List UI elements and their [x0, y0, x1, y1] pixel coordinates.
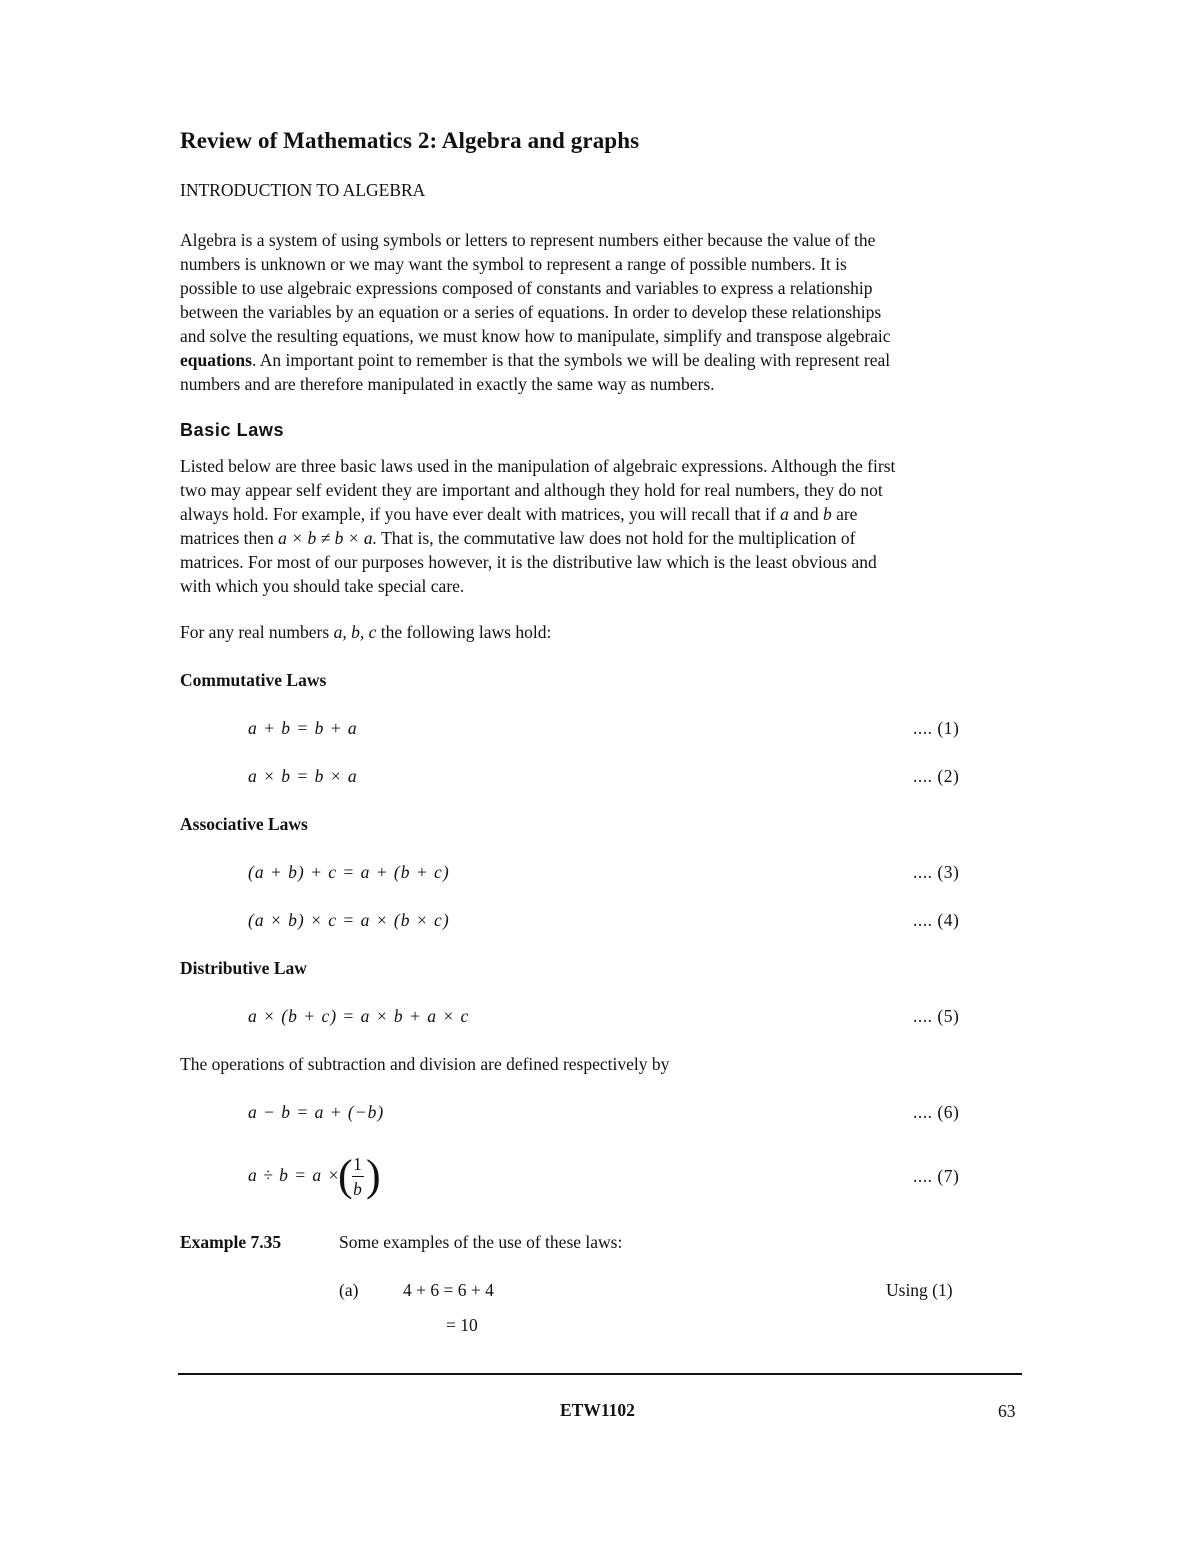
- equation-number-5: .... (5): [913, 1006, 960, 1026]
- variable-a: a: [780, 504, 789, 524]
- paragraph-line: possible to use algebraic expressions composed of constants and variables to express a relationship: [180, 278, 873, 298]
- equation-number-2: .... (2): [913, 766, 960, 786]
- equation-1: a + b = b + a: [248, 718, 358, 738]
- page-title: Review of Mathematics 2: Algebra and graphs: [180, 128, 640, 153]
- example-a-label: (a): [339, 1280, 359, 1300]
- for-any-statement: [180, 622, 551, 643]
- example-a-result: = 10: [446, 1315, 478, 1335]
- paragraph-line: [180, 502, 1030, 526]
- paragraph-line: and solve the resulting equations, we must know how to manipulate, simplify and transpose algebraic: [180, 326, 891, 346]
- operations-statement: The operations of subtraction and division are defined respectively by: [180, 1054, 670, 1074]
- example-a-note: Using (1): [886, 1280, 953, 1300]
- paragraph-line: [180, 348, 1030, 372]
- example-text: Some examples of the use of these laws:: [339, 1232, 623, 1252]
- example-a-expression: 4 + 6 = 6 + 4: [403, 1280, 494, 1300]
- equation-6: a − b = a + (−b): [248, 1102, 385, 1122]
- subheading-associative-laws: Associative Laws: [180, 814, 308, 834]
- basic-laws-paragraph: [180, 454, 1030, 598]
- equation-number-1: .... (1): [913, 718, 960, 738]
- equation-5: a × (b + c) = a × b + a × c: [248, 1006, 470, 1026]
- paragraph-text: That is, the commutative law does not hold for the multiplication of: [377, 528, 856, 548]
- right-parenthesis: ): [366, 1151, 382, 1200]
- fraction-bar: [352, 1176, 364, 1177]
- paragraph-text: the following laws hold:: [376, 622, 552, 642]
- equation-number-3: .... (3): [913, 862, 960, 882]
- equation-3: (a + b) + c = a + (b + c): [248, 862, 450, 882]
- footer-page-number: 63: [998, 1401, 1016, 1421]
- equation-7-lhs: a ÷ b = a ×: [248, 1165, 341, 1185]
- variables-abc: a, b, c: [333, 622, 377, 642]
- bold-term-equations: equations: [180, 350, 252, 370]
- equation-number-7: .... (7): [913, 1166, 960, 1186]
- paragraph-line: numbers is unknown or we may want the symbol to represent a range of possible numbers. It is: [180, 254, 847, 274]
- equation-number-4: .... (4): [913, 910, 960, 930]
- paragraph-text: . An important point to remember is that the symbols we will be dealing with represent real: [251, 350, 891, 370]
- paragraph-line: [180, 526, 1030, 550]
- left-parenthesis: (: [338, 1151, 354, 1200]
- paragraph-line: Algebra is a system of using symbols or letters to represent numbers either because the value of the: [180, 230, 876, 250]
- paragraph-text: matrices then: [180, 528, 279, 548]
- equation-4: (a × b) × c = a × (b × c): [248, 910, 450, 930]
- fraction-numerator: 1: [353, 1154, 363, 1174]
- subheading-distributive-law: Distributive Law: [180, 958, 307, 978]
- section-heading-basic-laws: Basic Laws: [180, 420, 285, 440]
- inline-math: a × b ≠ b × a.: [278, 528, 378, 548]
- fraction-denominator: b: [353, 1179, 363, 1199]
- equation-number-6: .... (6): [913, 1102, 960, 1122]
- subheading-commutative-laws: Commutative Laws: [180, 670, 327, 690]
- paragraph-text: For any real numbers: [180, 622, 334, 642]
- fraction-one-over-b: [352, 1154, 364, 1199]
- paragraph-line: with which you should take special care.: [180, 576, 465, 596]
- paragraph-text: are: [831, 504, 858, 524]
- paragraph-line: two may appear self evident they are important and although they hold for real numbers, they do not: [180, 480, 883, 500]
- intro-paragraph: [180, 228, 1030, 396]
- paragraph-text: and: [788, 504, 823, 524]
- paragraph-line: numbers and are therefore manipulated in exactly the same way as numbers.: [180, 374, 715, 394]
- paragraph-line: matrices. For most of our purposes however, it is the distributive law which is the least obvious and: [180, 552, 877, 572]
- paragraph-line: between the variables by an equation or a series of equations. In order to develop these relationships: [180, 302, 882, 322]
- example-label: Example 7.35: [180, 1232, 282, 1252]
- footer-course-code: ETW1102: [560, 1400, 635, 1420]
- paragraph-line: Listed below are three basic laws used in the manipulation of algebraic expressions. Although the first: [180, 456, 896, 476]
- section-heading-introduction: INTRODUCTION TO ALGEBRA: [180, 180, 426, 200]
- equation-2: a × b = b × a: [248, 766, 358, 786]
- footer-divider: [178, 1373, 1022, 1375]
- variable-b: b: [822, 504, 832, 524]
- paragraph-text: always hold. For example, if you have ever dealt with matrices, you will recall that if: [180, 504, 781, 524]
